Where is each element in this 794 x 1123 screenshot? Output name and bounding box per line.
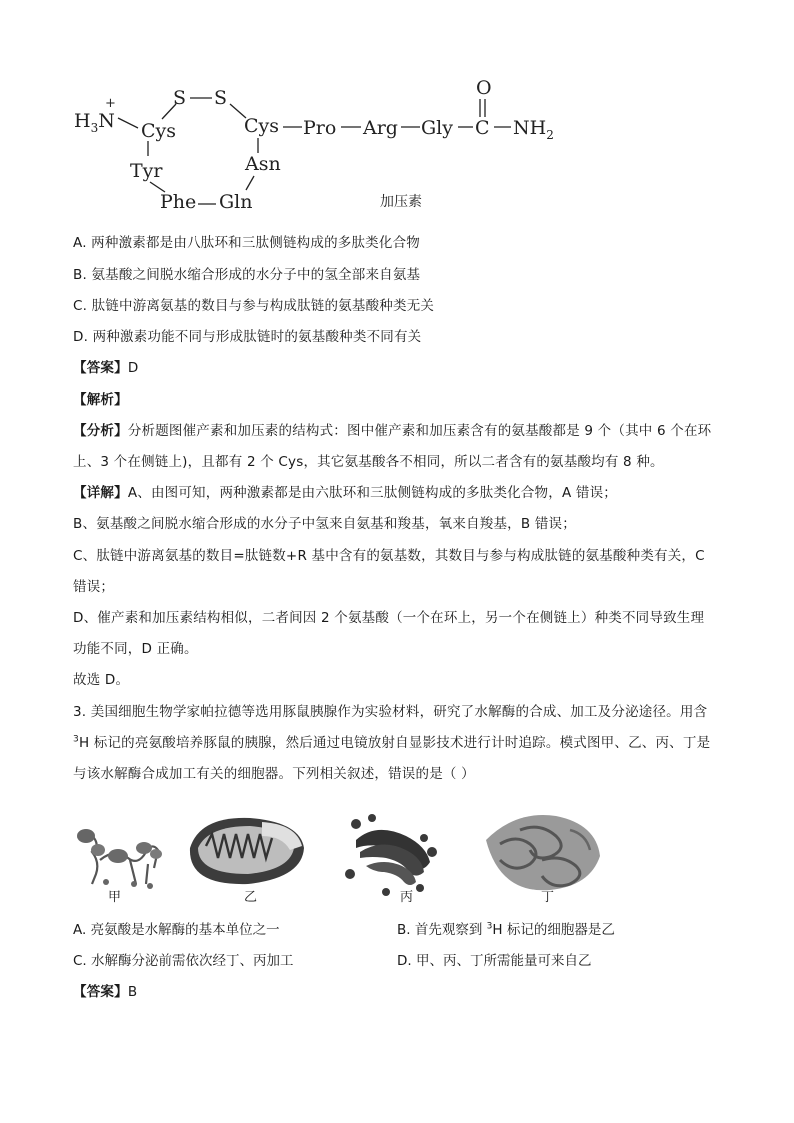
q2-option-a: A. 两种激素都是由八肽环和三肽侧链构成的多肽类化合物 (73, 235, 420, 251)
pro-label: Pro (303, 117, 337, 139)
arg-label: Arg (363, 117, 398, 139)
carbon-label: C (475, 117, 490, 139)
caption-bing: 丙 (400, 890, 414, 905)
q3-option-b-sup: 3 (486, 921, 493, 932)
xiangjie-a-text: A、由图可知，两种激素都是由六肽环和三肽侧链构成的多肽类化合物，A 错误； (127, 485, 617, 501)
q2-xiangjie-d1: D、催产素和加压素结构相似，二者间因 2 个氨基酸（一个在环上，另一个在侧链上）种类不同导致生理 (73, 610, 705, 626)
gly-label: Gly (421, 117, 453, 139)
q3-option-c: C. 水解酶分泌前需依次经丁、丙加工 (73, 953, 294, 969)
vasopressin-structure-figure (0, 0, 794, 225)
q3-option-d: D. 甲、丙、丁所需能量可来自乙 (397, 953, 592, 969)
q3-answer-label: 【答案】 (73, 984, 128, 1000)
ribosome-illustration (77, 829, 162, 889)
plus-charge: + (105, 96, 116, 111)
q3-stem-line-1: 3. 美国细胞生物学家帕拉德等选用豚鼠胰腺作为实验材料，研究了水解酶的合成、加工及分泌途径。用含 (73, 704, 708, 720)
q2-xiangjie-a (73, 483, 617, 503)
q2-fenxi-line-2: 上、3 个在侧链上)，且都有 2 个 Cys，其它氨基酸各不相同，所以二者含有的氨基酸均有 8 种。 (73, 454, 664, 470)
answer-label: 【答案】 (73, 360, 128, 376)
figure-caption: 加压素 (380, 194, 422, 210)
tyr-label: Tyr (130, 160, 163, 182)
q3-stem-line-2 (73, 733, 710, 753)
fenxi-label: 【分析】 (73, 423, 128, 439)
s1-label: S (173, 87, 187, 109)
h3n-label: $H_3N$ (74, 110, 115, 135)
q3-answer (73, 982, 137, 1002)
q3-stem-line-2-text: H 标记的亮氨酸培养豚鼠的胰腺，然后通过电镜放射自显影技术进行计时追踪。模式图甲、乙、丙、丁是 (78, 735, 711, 751)
q3-option-b (397, 920, 615, 940)
q2-xiangjie-c2: 错误； (73, 579, 115, 595)
xiangjie-label: 【详解】 (73, 485, 128, 501)
cys1-label: Cys (141, 120, 177, 142)
q3-answer-value: B (127, 984, 138, 1000)
q2-option-b: B. 氨基酸之间脱水缩合形成的水分子中的氢全部来自氨基 (73, 267, 421, 283)
q2-xiangjie-c1: C、肽链中游离氨基的数目=肽链数+R 基中含有的氨基数，其数目与参与构成肽链的氨基酸种类有关，C (73, 548, 705, 564)
caption-jia: 甲 (108, 890, 122, 905)
analysis-label: 【解析】 (73, 392, 128, 408)
fenxi-text-1: 分析题图催产素和加压素的结构式：图中催产素和加压素含有的氨基酸都是 9 个（其中 6 个在环 (127, 423, 712, 439)
q2-answer (73, 358, 138, 378)
caption-yi: 乙 (244, 890, 258, 905)
q2-fenxi-line-1 (73, 421, 711, 441)
q2-conclusion: 故选 D。 (73, 672, 130, 688)
q3-option-a: A. 亮氨酸是水解酶的基本单位之一 (73, 922, 280, 938)
q2-xiangjie-b: B、氨基酸之间脱水缩合形成的水分子中氢来自氨基和羧基，氧来自羧基，B 错误； (73, 516, 576, 532)
q3-option-b-post: H 标记的细胞器是乙 (492, 922, 615, 938)
oxygen-label: O (476, 77, 492, 99)
phe-label: Phe (160, 191, 197, 213)
endoplasmic-reticulum-illustration (486, 815, 600, 890)
mitochondrion-illustration (190, 818, 304, 884)
caption-ding: 丁 (541, 890, 555, 905)
q2-option-d: D. 两种激素功能不同与形成肽链时的氨基酸种类不同有关 (73, 329, 422, 345)
q3-stem-line-3: 与该水解酶合成加工有关的细胞器。下列相关叙述，错误的是（ ） (73, 766, 475, 782)
q3-option-b-pre: B. 首先观察到 (397, 922, 487, 938)
q2-analysis-heading (73, 390, 128, 410)
answer-value: D (127, 360, 139, 376)
gln-label: Gln (219, 191, 253, 213)
golgi-illustration (345, 814, 437, 896)
tritium-superscript: 3 (73, 734, 79, 745)
s2-label: S (214, 87, 228, 109)
asn-label: Asn (245, 153, 281, 175)
cys2-label: Cys (244, 115, 280, 137)
q2-option-c: C. 肽链中游离氨基的数目与参与构成肽链的氨基酸种类无关 (73, 298, 435, 314)
q2-xiangjie-d2: 功能不同，D 正确。 (73, 641, 198, 657)
nh2-label: $NH_2$ (513, 117, 554, 142)
